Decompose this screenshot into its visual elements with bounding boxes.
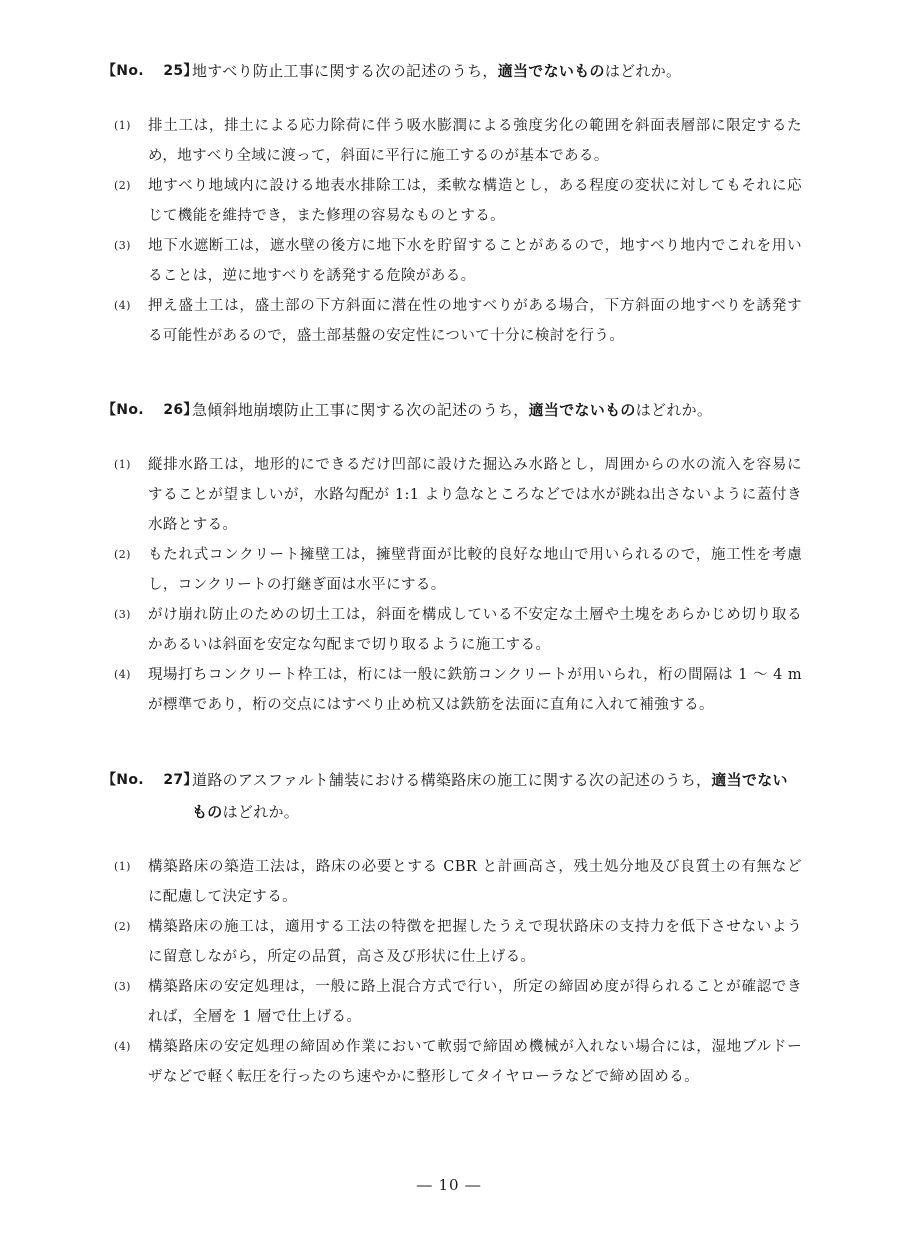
option-item <box>114 450 802 540</box>
option-text: もたれ式コンクリート擁壁工は，擁壁背面が比較的良好な地山で用いられるので，施工性を考慮し，コンクリートの打継ぎ面は水平にする。 <box>148 547 802 593</box>
option-number: (2) <box>114 179 131 192</box>
option-text: 構築路床の安定処理は，一般に路上混合方式で行い，所定の締固め度が得られることが確認できれば，全層を 1 層で仕上げる。 <box>148 979 802 1025</box>
option-item <box>114 171 802 231</box>
question-number: 【No. 27】 <box>102 772 198 788</box>
option-number: (3) <box>114 608 131 621</box>
option-text: 排土工は，排土による応力除荷に伴う吸水膨潤による強度劣化の範囲を斜面表層部に限定するため，地すべり全域に渡って，斜面に平行に施工するのが基本である。 <box>148 118 802 164</box>
option-item <box>114 111 802 171</box>
question-27 <box>102 764 802 1092</box>
option-text: 地下水遮断工は，遮水壁の後方に地下水を貯留することがあるので，地すべり地内でこれを用いることは，逆に地すべりを誘発する危険がある。 <box>148 238 802 284</box>
option-number: (4) <box>114 1040 131 1053</box>
option-text: 地すべり地域内に設ける地表水排除工は，柔軟な構造とし，ある程度の変状に対してもそれに応じて機能を維持でき，また修理の容易なものとする。 <box>148 178 802 224</box>
option-list <box>114 450 802 720</box>
option-number: (2) <box>114 548 131 561</box>
stem-emphasis: 適当でないもの <box>192 771 788 821</box>
question-stem <box>192 55 802 87</box>
option-item <box>114 540 802 600</box>
question-number: 【No. 25】 <box>102 63 198 79</box>
stem-text: 地すべり防止工事に関する次の記述のうち， <box>192 62 498 80</box>
option-text: 縦排水路工は，地形的にできるだけ凹部に設けた掘込み水路とし，周囲からの水の流入を容易にすることが望ましいが，水路勾配が 1:1 より急なところなどでは水が跳ね出さないように蓋付き水路とする。 <box>148 457 802 533</box>
question-header <box>102 55 802 87</box>
option-number: (1) <box>114 119 131 132</box>
option-number: (2) <box>114 920 131 933</box>
option-number: (3) <box>114 239 131 252</box>
stem-text-end: はどれか。 <box>635 401 713 419</box>
option-number: (1) <box>114 860 131 873</box>
question-stem <box>192 764 802 828</box>
option-number: (4) <box>114 668 131 681</box>
question-25 <box>102 55 802 351</box>
stem-text-end: はどれか。 <box>604 62 682 80</box>
stem-text: 道路のアスファルト舗装における構築路床の施工に関する次の記述のうち， <box>192 771 712 789</box>
option-number: (4) <box>114 299 131 312</box>
option-text: 現場打ちコンクリート枠工は，桁には一般に鉄筋コンクリートが用いられ，桁の間隔は 1 ～ 4 m が標準であり，桁の交点にはすべり止め杭又は鉄筋を法面に直角に入れて補強する。 <box>148 667 802 713</box>
question-number: 【No. 26】 <box>102 402 198 418</box>
option-item <box>114 600 802 660</box>
option-text: 押え盛土工は，盛土部の下方斜面に潜在性の地すべりがある場合，下方斜面の地すべりを誘発する可能性があるので，盛土部基盤の安定性について十分に検討を行う。 <box>148 298 802 344</box>
option-number: (3) <box>114 980 131 993</box>
option-number: (1) <box>114 458 131 471</box>
option-item <box>114 291 802 351</box>
page-number: ― 10 ― <box>416 1176 482 1194</box>
stem-text-end: はどれか。 <box>222 803 300 821</box>
option-list <box>114 111 802 351</box>
option-item <box>114 660 802 720</box>
option-text: 構築路床の安定処理の締固め作業において軟弱で締固め機械が入れない場合には，湿地ブルドーザなどで軽く転圧を行ったのち速やかに整形してタイヤローラなどで締め固める。 <box>148 1039 802 1085</box>
question-header <box>102 764 802 828</box>
option-text: 構築路床の施工は，適用する工法の特徴を把握したうえで現状路床の支持力を低下させないように留意しながら，所定の品質，高さ及び形状に仕上げる。 <box>148 919 802 965</box>
option-list <box>114 852 802 1092</box>
option-item <box>114 1032 802 1092</box>
option-item <box>114 912 802 972</box>
question-header <box>102 394 802 426</box>
option-text: がけ崩れ防止のための切土工は，斜面を構成している不安定な土層や土塊をあらかじめ切り取るかあるいは斜面を安定な勾配まで切り取るように施工する。 <box>148 607 802 653</box>
stem-emphasis: 適当でないもの <box>528 401 636 419</box>
option-item <box>114 852 802 912</box>
stem-emphasis: 適当でないもの <box>497 62 605 80</box>
stem-text: 急傾斜地崩壊防止工事に関する次の記述のうち， <box>192 401 529 419</box>
option-item <box>114 972 802 1032</box>
question-26 <box>102 394 802 720</box>
question-stem <box>192 394 802 426</box>
option-text: 構築路床の築造工法は，路床の必要とする CBR と計画高さ，残土処分地及び良質土の有無などに配慮して決定する。 <box>148 859 802 905</box>
option-item <box>114 231 802 291</box>
